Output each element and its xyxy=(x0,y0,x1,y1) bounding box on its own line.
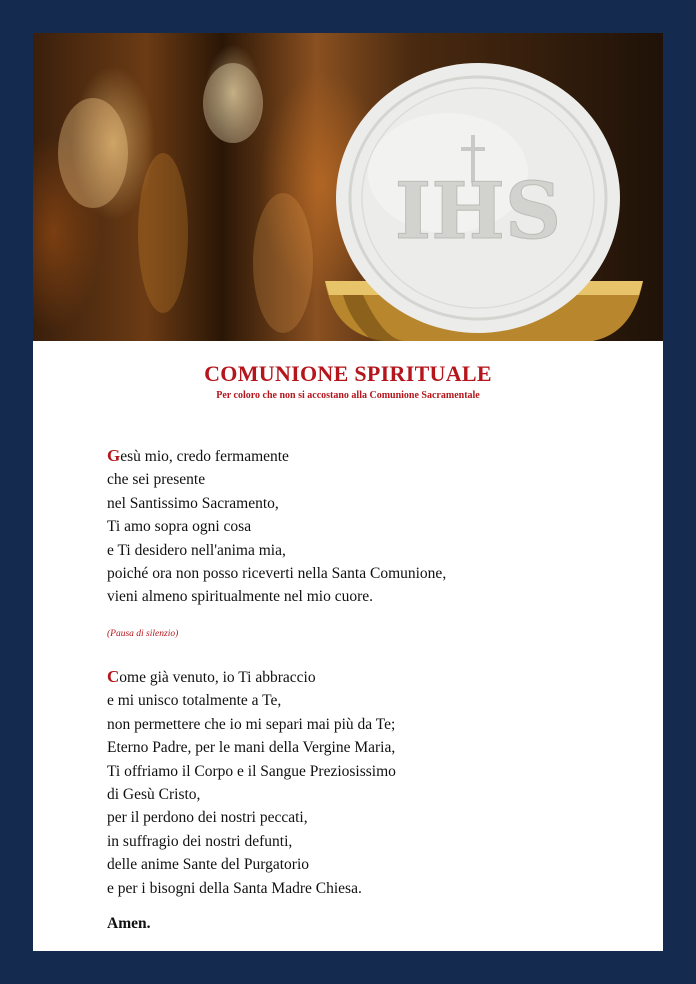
pause-note: (Pausa di silenzio) xyxy=(107,629,179,639)
prayer-stanza-1 xyxy=(107,444,647,609)
stanza-line: e per i bisogni della Santa Madre Chiesa. xyxy=(107,879,362,897)
prayer-stanza-2 xyxy=(107,665,647,900)
stanza-line: Come già venuto, io Ti abbraccio xyxy=(107,667,316,686)
page-title: COMUNIONE SPIRITUALE xyxy=(204,361,492,386)
drop-initial: C xyxy=(107,667,120,686)
ihs-monogram: IHS xyxy=(394,166,562,257)
prayer-card xyxy=(33,33,663,951)
stanza-line: Ti amo sopra ogni cosa xyxy=(107,518,252,536)
stanza-line: per il perdono dei nostri peccati, xyxy=(107,809,308,827)
stanza-line: in suffragio dei nostri defunti, xyxy=(107,832,293,850)
stanza-line: non permettere che io mi separi mai più da Te; xyxy=(107,715,396,733)
drop-initial: G xyxy=(107,446,121,465)
page-subtitle: Per coloro che non si accostano alla Comunione Sacramentale xyxy=(216,390,480,401)
stanza-line: Gesù mio, credo fermamente xyxy=(107,446,289,465)
stanza-line: di Gesù Cristo, xyxy=(107,786,201,804)
stanza-line: delle anime Sante del Purgatorio xyxy=(107,856,310,874)
host-chalice-image xyxy=(33,33,663,341)
header-image xyxy=(33,33,663,341)
stanza-line: vieni almeno spiritualmente nel mio cuore. xyxy=(107,588,374,606)
stanza-line: Ti offriamo il Corpo e il Sangue Preziosissimo xyxy=(107,762,396,780)
stanza-line: e Ti desidero nell'anima mia, xyxy=(107,541,286,559)
stanza-line: Eterno Padre, per le mani della Vergine Maria, xyxy=(107,739,396,757)
amen-closing: Amen. xyxy=(107,915,151,932)
stanza-line: nel Santissimo Sacramento, xyxy=(107,494,279,512)
stanza-line: e mi unisco totalmente a Te, xyxy=(107,692,282,710)
stanza-line: poiché ora non posso riceverti nella Santa Comunione, xyxy=(107,565,447,583)
stanza-line: che sei presente xyxy=(107,471,206,489)
